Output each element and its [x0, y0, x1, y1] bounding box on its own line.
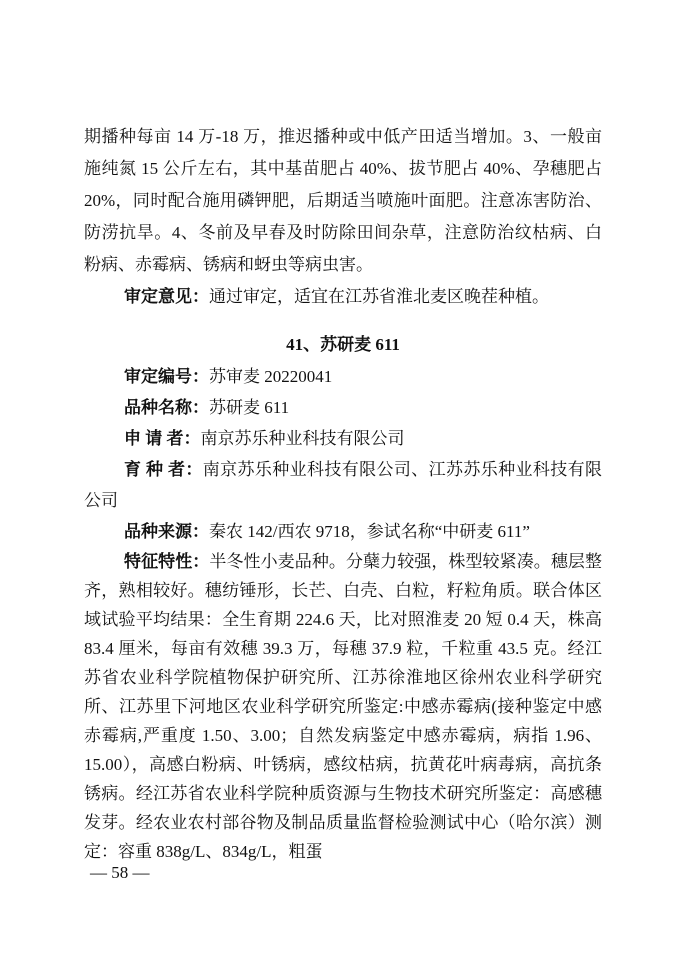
approval-opinion-label: 审定意见： [124, 287, 209, 306]
field-breeder [84, 454, 602, 516]
variety-heading: 41、苏研麦 611 [286, 335, 400, 354]
field-characteristics [84, 547, 602, 866]
certification-number-label: 审定编号： [124, 367, 209, 386]
field-variety-source [84, 516, 602, 547]
variety-name-label: 品种名称： [124, 398, 209, 417]
variety-source-value: 秦农 142/西农 9718，参试名称“中研麦 611” [209, 522, 530, 541]
field-variety-name [84, 392, 602, 423]
field-certification-number [84, 361, 602, 392]
page-number: — 58 — [90, 863, 150, 882]
applicant-label: 申 请 者： [124, 429, 201, 448]
certification-number-value: 苏审麦 20220041 [209, 367, 333, 386]
applicant-value: 南京苏乐种业科技有限公司 [200, 429, 405, 448]
characteristics-value: 半冬性小麦品种。分蘖力较强，株型较紧凑。穗层整齐，熟相较好。穗纺锤形，长芒、白壳、白粒，籽粒角质。联合体区域试验平均结果：全生育期 224.6 天，比对照淮麦 20 短 0.4 天，株高 83.4 厘米，每亩有效穗 39.3 万，每穗 37.9 粒，千粒重 43.5 克。经江苏省农业科学院植物保护研究所、江苏徐淮地区徐州农业科学研究所、江苏里下河地区农业科学研究所鉴定:中感赤霉病(接种鉴定中感赤霉病,严重度 1.50、3.00；自然发病鉴定中感赤霉病，病指 1.96、15.00），高感白粉病、叶锈病，感纹枯病，抗黄花叶病毒病，高抗条锈病。经江苏省农业科学院种质资源与生物技术研究所鉴定：高感穗发芽。经农业农村部谷物及制品质量监督检验测试中心（哈尔滨）测定：容重 838g/L、834g/L，粗蛋 [84, 552, 603, 861]
variety-name-value: 苏研麦 611 [209, 398, 290, 417]
field-applicant [84, 423, 602, 454]
breeder-value: 南京苏乐种业科技有限公司、江苏苏乐种业科技有限公司 [84, 460, 602, 510]
breeder-label: 育 种 者： [124, 460, 203, 479]
approval-opinion-text: 通过审定，适宜在江苏省淮北麦区晚茬种植。 [209, 287, 549, 306]
characteristics-label: 特征特性： [124, 552, 210, 571]
paragraph-approval-opinion [84, 281, 602, 313]
variety-source-label: 品种来源： [124, 522, 209, 541]
page-content [84, 121, 602, 866]
paragraph-cultivation-continued: 期播种每亩 14 万-18 万，推迟播种或中低产田适当增加。3、一般亩施纯氮 15 公斤左右，其中基苗肥占 40%、拔节肥占 40%、孕穗肥占 20%，同时配合施用磷钾肥，后期适当喷施叶面肥。注意冻害防治、防涝抗旱。4、冬前及早春及时防除田间杂草，注意防治纹枯病、白粉病、赤霉病、锈病和蚜虫等病虫害。 [84, 127, 602, 274]
